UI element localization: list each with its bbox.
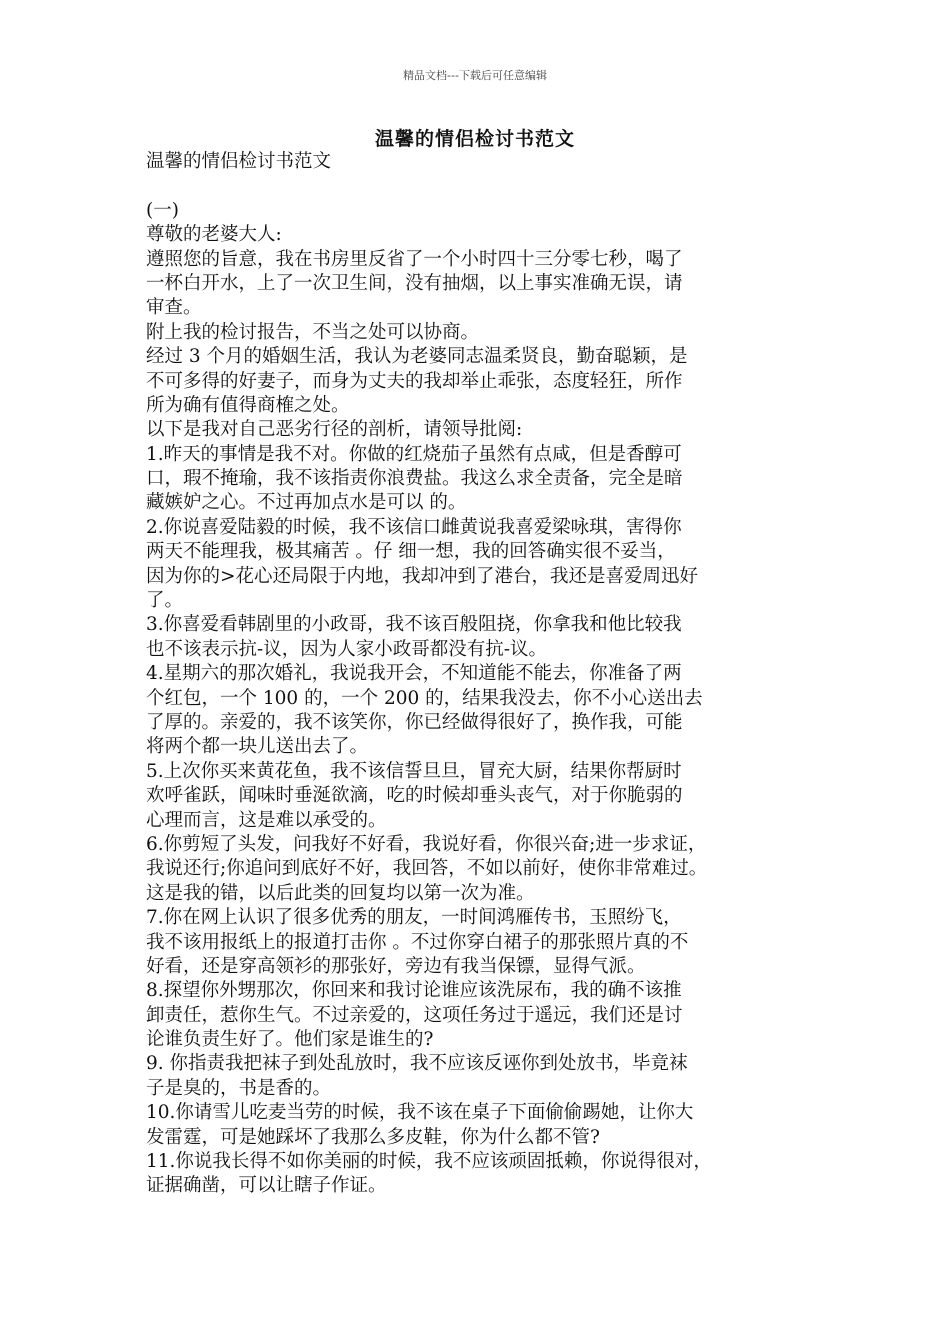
text-line: (一) <box>146 199 179 221</box>
text-line: 所为确有值得商榷之处。 <box>146 394 350 416</box>
text-line: 子是臭的，书是香的。 <box>146 1077 332 1099</box>
text-line: 我说还行;你追问到底好不好，我回答，不如以前好，使你非常难过。 <box>146 858 708 880</box>
text-line: 10.你请雪儿吃麦当劳的时候，我不该在桌子下面偷偷踢她，让你大 <box>146 1102 694 1124</box>
text-line: 也不该表示抗-议，因为人家小政哥都没有抗-议。 <box>146 638 548 660</box>
text-line: 审查。 <box>146 297 202 319</box>
text-line: 一杯白开水，上了一次卫生间，没有抽烟，以上事实准确无误，请 <box>146 272 683 294</box>
text-line: 口，瑕不掩瑜，我不该指责你浪费盐。我这么求全责备，完全是暗 <box>146 468 683 490</box>
text-line: 了厚的。亲爱的，我不该笑你，你已经做得很好了，换作我，可能 <box>146 711 683 733</box>
text-line: 5.上次你买来黄花鱼，我不该信誓旦旦，冒充大厨，结果你帮厨时 <box>146 760 682 782</box>
text-line: 不可多得的好妻子，而身为丈夫的我却举止乖张，态度轻狂，所作 <box>146 370 683 392</box>
text-line: 发雷霆，可是她踩坏了我那么多皮鞋，你为什么都不管? <box>146 1126 600 1148</box>
text-line: 因为你的>花心还局限于内地，我却冲到了港台，我还是喜爱周迅好 <box>146 565 699 587</box>
text-line: 好看，还是穿高领衫的那张好，旁边有我当保镖，显得气派。 <box>146 955 646 977</box>
text-line: 7.你在网上认识了很多优秀的朋友，一时间鸿雁传书，玉照纷飞， <box>146 907 682 929</box>
text-line: 我不该用报纸上的报道打击你 。不过你穿白裙子的那张照片真的不 <box>146 931 689 953</box>
text-line: 附上我的检讨报告，不当之处可以协商。 <box>146 321 480 343</box>
text-line: 欢呼雀跃，闻味时垂涎欲滴，吃的时候却垂头丧气，对于你脆弱的 <box>146 785 683 807</box>
text-line: 尊敬的老婆大人: <box>146 224 282 246</box>
text-line: 遵照您的旨意，我在书房里反省了一个小时四十三分零七秒，喝了 <box>146 248 683 270</box>
text-line: 8.探望你外甥那次，你回来和我讨论谁应该洗尿布，我的确不该推 <box>146 980 682 1002</box>
text-line: 这是我的错，以后此类的回复均以第一次为准。 <box>146 882 535 904</box>
text-line: 4.星期六的那次婚礼，我说我开会，不知道能不能去，你准备了两 <box>146 663 682 685</box>
text-line: 6.你剪短了头发，问我好不好看，我说好看，你很兴奋;进一步求证， <box>146 833 707 855</box>
text-line: 以下是我对自己恶劣行径的剖析，请领导批阅: <box>146 419 523 441</box>
text-line: 经过 3 个月的婚姻生活，我认为老婆同志温柔贤良，勤奋聪颖，是 <box>146 346 688 368</box>
text-line: 了。 <box>146 590 184 612</box>
text-line: 将两个都一块儿送出去了。 <box>146 736 369 758</box>
text-line: 证据确凿，可以让瞎子作证。 <box>146 1175 387 1197</box>
document-title: 温馨的情侣检讨书范文 <box>374 128 575 150</box>
text-line: 温馨的情侣检讨书范文 <box>146 151 332 172</box>
blank-line <box>146 174 818 198</box>
document-body <box>146 150 818 1199</box>
text-line: 3.你喜爱看韩剧里的小政哥，我不该百般阻挠，你拿我和他比较我 <box>146 614 682 636</box>
text-line: 9. 你指责我把袜子到处乱放时，我不应该反诬你到处放书，毕竟袜 <box>146 1053 688 1075</box>
header-note: 精品文档---下载后可任意编辑 <box>403 69 547 82</box>
text-line: 论谁负责生好了。他们家是谁生的? <box>146 1029 434 1051</box>
text-line: 1.昨天的事情是我不对。你做的红烧茄子虽然有点咸，但是香醇可 <box>146 443 682 465</box>
text-line: 心理而言，这是难以承受的。 <box>146 809 387 831</box>
text-line: 卸责任，惹你生气。不过亲爱的，这项任务过于遥远，我们还是讨 <box>146 1004 683 1026</box>
text-line: 11.你说我长得不如你美丽的时候，我不应该顽固抵赖，你说得很对， <box>146 1151 712 1173</box>
text-line: 藏嫉妒之心。不过再加点水是可以 的。 <box>146 492 467 514</box>
text-line: 两天不能理我，极其痛苦 。仔 细一想，我的回答确实很不妥当， <box>146 541 676 563</box>
text-line: 个红包，一个 100 的，一个 200 的，结果我没去，你不小心送出去 <box>146 687 703 709</box>
text-line: 2.你说喜爱陆毅的时候，我不该信口雌黄说我喜爱梁咏琪，害得你 <box>146 516 682 538</box>
